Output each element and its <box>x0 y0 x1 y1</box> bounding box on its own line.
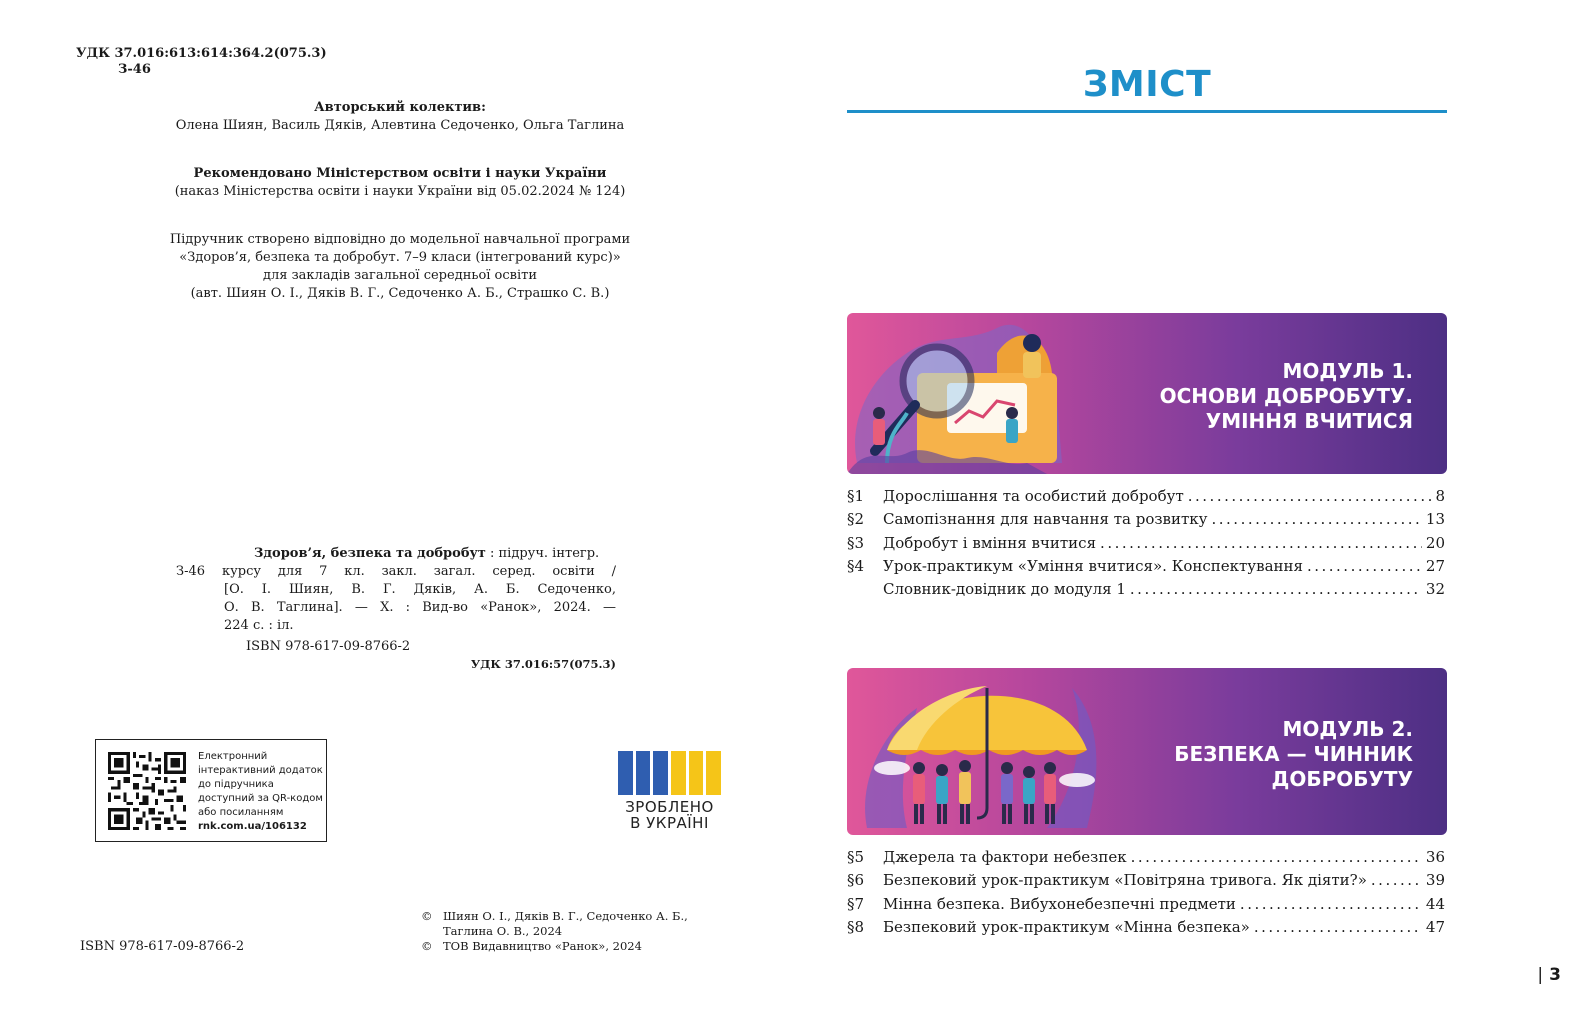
bibliographic-record <box>176 545 616 673</box>
copyright-symbol <box>421 924 443 939</box>
recommended-order: (наказ Міністерства освіти і науки України від 05.02.2024 № 124) <box>174 184 626 199</box>
toc-entry-page: 27 <box>1425 556 1445 575</box>
program-line: «Здоров’я, безпека та добробут. 7–9 класи (інтегрований курс)» <box>179 250 621 265</box>
isbn-bottom: ISBN 978-617-09-8766-2 <box>80 939 245 954</box>
toc-entry-num: §7 <box>847 894 865 913</box>
biblio-title: Здоров’я, безпека та добробут <box>254 546 486 561</box>
toc-entry[interactable] <box>847 508 1445 531</box>
toc-entry-page: 32 <box>1425 580 1445 599</box>
program-line: для закладів загальної середньої освіти <box>263 268 537 283</box>
toc-entry[interactable] <box>847 485 1445 508</box>
toc-entry-label: Самопізнання для навчання та розвитку <box>883 510 1208 529</box>
toc-entry-page: 13 <box>1425 510 1445 529</box>
module-2-banner[interactable] <box>847 668 1447 835</box>
toc-entry[interactable] <box>847 846 1445 869</box>
toc-entry-num: §4 <box>847 556 865 575</box>
biblio-line: курсу для 7 кл. закл. загал. серед. освіти / <box>222 564 616 579</box>
toc-leader-dots <box>1254 916 1422 939</box>
module-title-line: МОДУЛЬ 1. <box>1282 359 1413 383</box>
made-in-ukraine-logo <box>618 751 721 831</box>
toc-entry[interactable] <box>847 578 1445 601</box>
copyright-symbol: © <box>421 939 433 953</box>
toc-entry-label: Мінна безпека. Вибухонебезпечні предмети <box>883 894 1236 913</box>
page-number-divider: | <box>1537 965 1544 985</box>
toc-entry-num: §3 <box>847 533 865 552</box>
toc-entry-label: Урок-практикум «Уміння вчитися». Конспектування <box>883 556 1303 575</box>
qr-line: Електронний <box>198 751 268 762</box>
toc-entry-label: Безпековий урок-практикум «Повітряна тривога. Як діяти?» <box>883 871 1367 890</box>
toc-entry-label: Добробут і вміння вчитися <box>883 533 1097 552</box>
toc-entry[interactable] <box>847 555 1445 578</box>
biblio-line: [О. І. Шиян, В. Г. Дяків, А. Б. Седоченко, <box>224 582 616 597</box>
module-1-title <box>1160 359 1413 434</box>
toc-title: ЗМІСТ <box>1082 64 1212 105</box>
toc-leader-dots <box>1371 869 1422 892</box>
toc-entry-label: Безпековий урок-практикум «Мінна безпека» <box>883 917 1250 936</box>
recommended-title: Рекомендовано Міністерством освіти і науки України <box>193 166 607 181</box>
toc-leader-dots <box>1131 846 1422 869</box>
toc-leader-dots <box>1240 893 1422 916</box>
authors-heading: Авторський колектив: <box>314 100 486 115</box>
toc-leader-dots <box>1130 578 1422 601</box>
qr-line: доступний за QR-кодом <box>198 793 323 804</box>
toc-entry-page: 8 <box>1435 487 1445 505</box>
toc-entry-num: §6 <box>847 871 865 890</box>
qr-link[interactable]: rnk.com.ua/106132 <box>198 821 307 832</box>
toc-entry-page: 39 <box>1425 871 1445 890</box>
toc-leader-dots <box>1188 485 1432 508</box>
biblio-line: 224 с. : іл. <box>224 618 294 633</box>
module-1-toc <box>847 485 1445 601</box>
module-2-title <box>1174 717 1413 792</box>
qr-code-icon[interactable] <box>108 752 186 830</box>
toc-entry-page: 47 <box>1425 917 1445 936</box>
qr-line: інтерактивний додаток <box>198 765 323 776</box>
toc-entry[interactable] <box>847 869 1445 892</box>
authors-block <box>130 99 670 135</box>
biblio-code: З-46 <box>176 564 206 579</box>
page-number <box>1537 965 1561 985</box>
toc-entry-page: 20 <box>1425 533 1445 552</box>
toc-entry-label: Джерела та фактори небезпек <box>883 848 1127 866</box>
copyright-text: ТОВ Видавництво «Ранок», 2024 <box>443 939 642 953</box>
authors-list: Олена Шиян, Василь Дяків, Алевтина Седоченко, Ольга Таглина <box>175 118 625 133</box>
toc-leader-dots <box>1100 532 1422 555</box>
qr-description <box>198 750 326 834</box>
module-title-line: ДОБРОБУТУ <box>1271 767 1413 791</box>
flag-bars-icon <box>618 751 721 795</box>
made-in-line: В УКРАЇНІ <box>630 814 709 832</box>
qr-info-box <box>95 739 327 842</box>
toc-entry-num: §2 <box>847 510 865 529</box>
toc-entry-num: §5 <box>847 848 865 866</box>
recommendation-block <box>130 165 670 201</box>
biblio-isbn: ISBN 978-617-09-8766-2 <box>246 639 411 654</box>
program-block <box>130 231 670 303</box>
program-line: (авт. Шиян О. І., Дяків В. Г., Седоченко А. Б., Страшко С. В.) <box>190 286 610 301</box>
page-number-value: 3 <box>1549 965 1561 985</box>
toc-entry[interactable] <box>847 532 1445 555</box>
qr-line: до підручника <box>198 779 274 790</box>
module-title-line: МОДУЛЬ 2. <box>1282 717 1413 741</box>
toc-entry-label: Словник-довідник до модуля 1 <box>883 580 1126 599</box>
module-2-toc <box>847 846 1445 939</box>
toc-entry[interactable] <box>847 916 1445 939</box>
toc-entry[interactable] <box>847 893 1445 916</box>
copyright-symbol: © <box>421 909 433 923</box>
biblio-udk: УДК 37.016:57(075.3) <box>470 657 616 671</box>
qr-line: або посиланням <box>198 807 284 818</box>
copyright-block <box>421 909 721 954</box>
toc-leader-dots <box>1212 508 1422 531</box>
toc-title-underline <box>847 110 1447 113</box>
copyright-text: Шиян О. І., Дяків В. Г., Седоченко А. Б., <box>443 909 688 923</box>
toc-leader-dots <box>1307 555 1422 578</box>
toc-entry-num: §1 <box>847 487 865 505</box>
biblio-line: О. В. Таглина]. — Х. : Вид-во «Ранок», 2024. — <box>224 600 616 615</box>
udk-top: УДК 37.016:613:614:364.2(075.3) <box>76 46 327 61</box>
biblio-title-rest: : підруч. інтегр. <box>485 546 600 561</box>
module-title-line: УМІННЯ ВЧИТИСЯ <box>1205 409 1413 433</box>
module-title-line: ОСНОВИ ДОБРОБУТУ. <box>1159 384 1413 408</box>
made-in-line: ЗРОБЛЕНО <box>625 798 714 816</box>
copyright-text: Таглина О. В., 2024 <box>443 924 563 938</box>
toc-entry-label: Дорослішання та особистий добробут <box>883 487 1184 505</box>
module-1-banner[interactable] <box>847 313 1447 474</box>
toc-entry-page: 44 <box>1425 894 1445 913</box>
module-title-line: БЕЗПЕКА — ЧИННИК <box>1174 742 1413 766</box>
author-code: З-46 <box>118 62 151 77</box>
program-line: Підручник створено відповідно до модельної навчальної програми <box>169 232 631 247</box>
toc-entry-page: 36 <box>1425 848 1445 866</box>
toc-entry-num: §8 <box>847 917 865 936</box>
